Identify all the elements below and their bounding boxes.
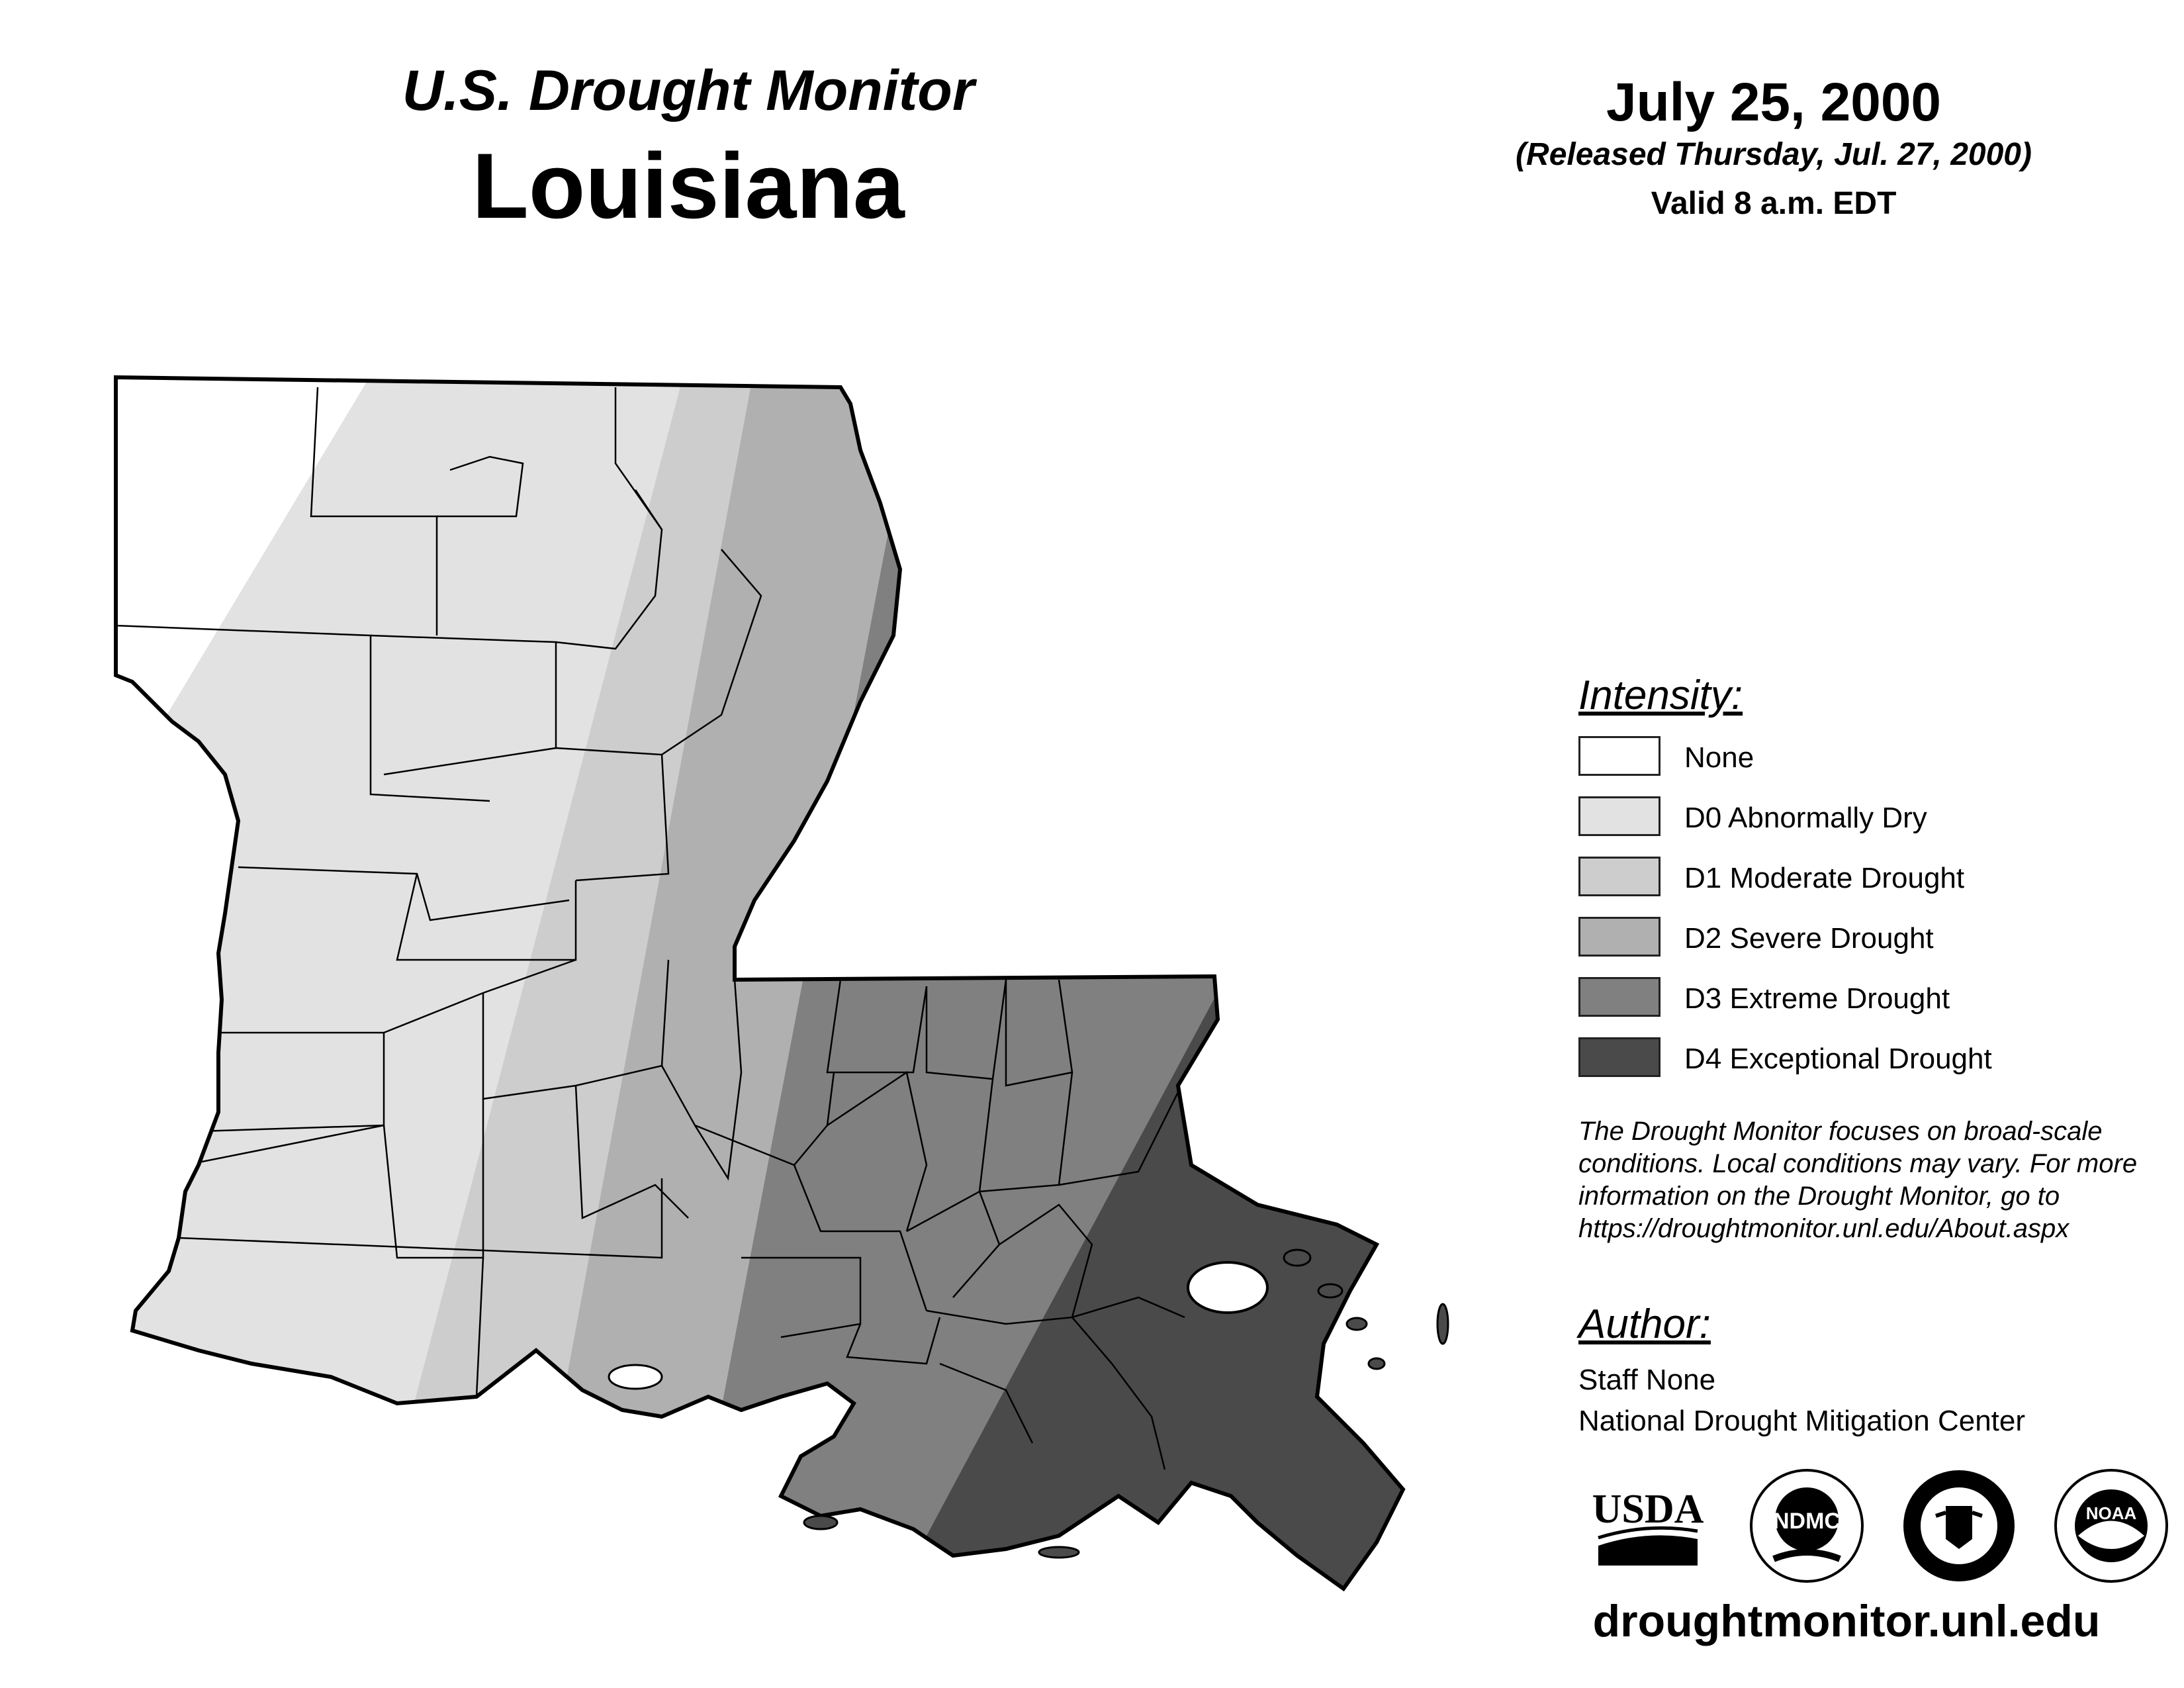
footer-url-link[interactable]: droughtmonitor.unl.edu xyxy=(1592,1596,2101,1646)
legend-label-d3: D3 Extreme Drought xyxy=(1684,982,1950,1015)
legend-swatch-d4 xyxy=(1578,1037,1661,1077)
legend-title: Intensity: xyxy=(1578,673,1743,718)
ndmc-logo xyxy=(1747,1466,1866,1585)
legend-label-d2: D2 Severe Drought xyxy=(1684,922,1934,955)
department-of-commerce-seal-icon xyxy=(1899,1466,2019,1585)
calcasieu-lake xyxy=(609,1365,662,1389)
noaa-logo xyxy=(2052,1466,2171,1585)
legend-item-d1 xyxy=(1578,857,2121,899)
legend-item-d0 xyxy=(1578,796,2121,839)
legend-item-d2 xyxy=(1578,917,2121,959)
legend-swatch-d2 xyxy=(1578,917,1661,957)
legend-label-d1: D1 Moderate Drought xyxy=(1684,862,1965,894)
disclaimer xyxy=(1578,1115,2167,1245)
legend-swatch-d1 xyxy=(1578,857,1661,896)
legend-item-d4 xyxy=(1578,1037,2121,1080)
map-date: July 25, 2000 xyxy=(1606,72,1942,132)
legend-item-d3 xyxy=(1578,977,2121,1019)
legend-label-none: None xyxy=(1684,741,1754,774)
author-title: Author: xyxy=(1578,1301,1711,1347)
disclaimer-line: conditions. Local conditions may vary. For more xyxy=(1578,1149,2138,1178)
product-title: U.S. Drought Monitor xyxy=(402,59,975,122)
release-date: (Released Thursday, Jul. 27, 2000) xyxy=(1516,137,2032,172)
disclaimer-line: information on the Drought Monitor, go to xyxy=(1578,1182,2060,1211)
legend-label-d0: D0 Abnormally Dry xyxy=(1684,802,1927,834)
noaa-logo-text: NOAA xyxy=(2085,1503,2137,1523)
usda-logo xyxy=(1588,1466,1707,1585)
usda-logo-text: USDA xyxy=(1592,1487,1704,1532)
legend-swatch-d3 xyxy=(1578,977,1661,1017)
legend-swatch-none xyxy=(1578,736,1661,776)
disclaimer-line: The Drought Monitor focuses on broad-scale xyxy=(1578,1117,2103,1146)
ndmc-logo-text: NDMC xyxy=(1773,1509,1841,1534)
valid-time: Valid 8 a.m. EDT xyxy=(1651,186,1897,221)
lake-pontchartrain xyxy=(1188,1262,1267,1313)
legend-label-d4: D4 Exceptional Drought xyxy=(1684,1043,1992,1075)
author-organization: National Drought Mitigation Center xyxy=(1578,1405,2026,1437)
legend-item-none xyxy=(1578,736,2121,778)
legend-swatch-d0 xyxy=(1578,796,1661,836)
disclaimer-link[interactable]: https://droughtmonitor.unl.edu/About.aspx xyxy=(1578,1214,2070,1243)
region-title: Louisiana xyxy=(472,134,905,238)
author-name: Staff None xyxy=(1578,1364,1716,1396)
